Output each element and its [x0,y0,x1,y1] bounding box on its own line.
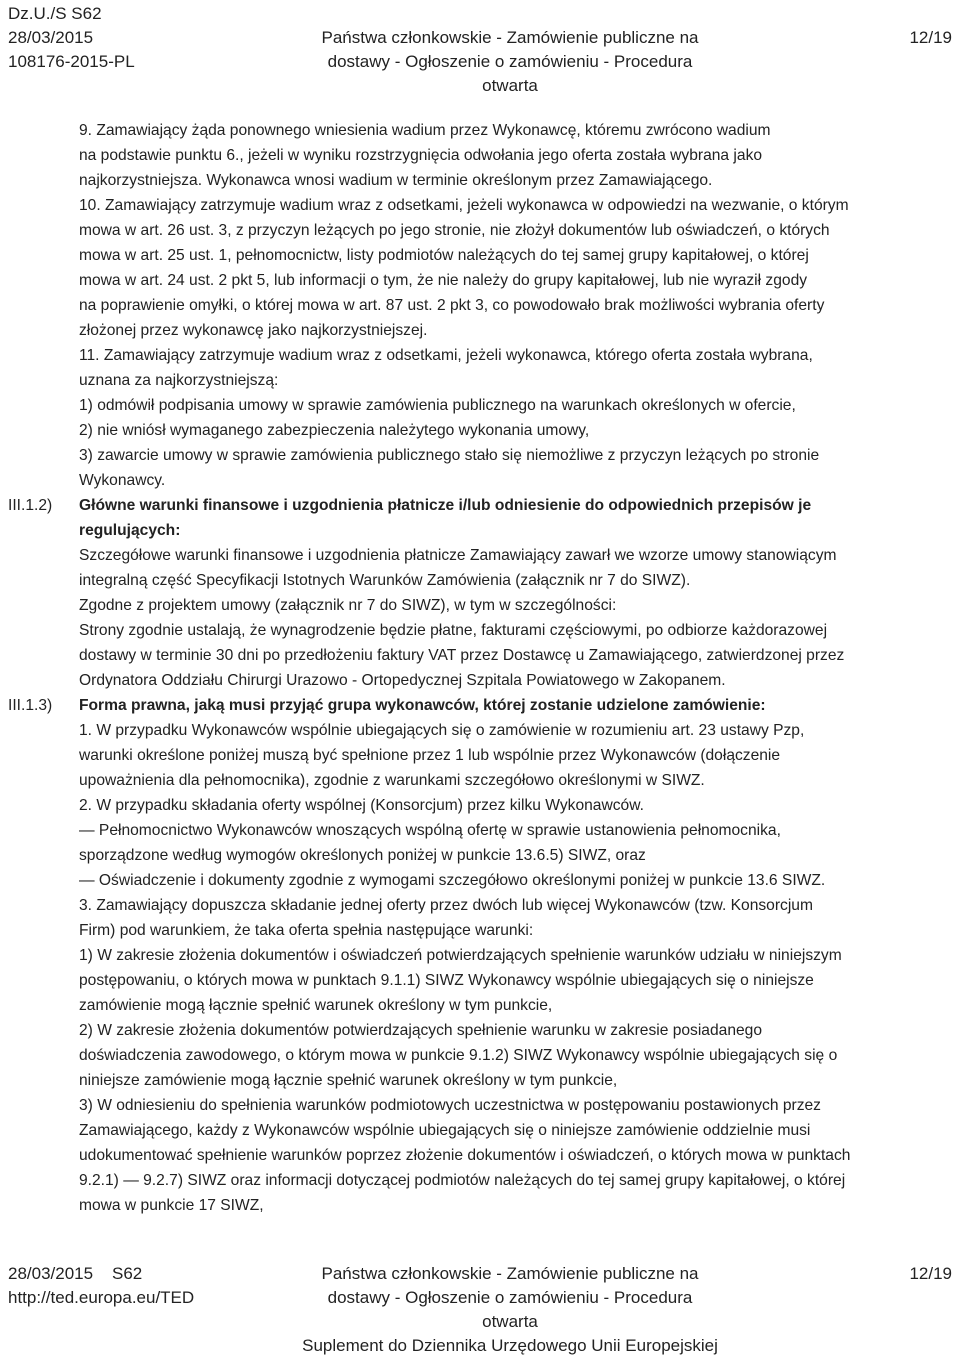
footer-title-line-2: dostawy - Ogłoszenie o zamówieniu - Procedura otwarta [327,1288,693,1331]
footer-page-number: 12/19 [909,1264,952,1283]
paragraph-text: 10. Zamawiający zatrzymuje wadium wraz z odsetkami, jeżeli wykonawca w odpowiedzi na wezwanie, o którym [79,197,849,214]
footer-date: 28/03/2015 S62 [8,1264,143,1283]
text-line [0,618,960,643]
paragraph-text: mowa w art. 26 ust. 3, z przyczyn leżących po jego stronie, nie złożył dokumentów lub oświadczeń, o których [79,222,830,239]
text-line [0,568,960,593]
section-heading: Główne warunki finansowe i uzgodnienia płatnicze i/lub odniesienie do odpowiednich przepisów je [79,497,812,514]
paragraph-text: Zamawiającego, każdy z Wykonawców wspólnie ubiegających się o niniejsze zamówienie oddzielnie musi [79,1122,811,1139]
paragraph-text: Zgodne z projektem umowy (załącznik nr 7 do SIWZ), w tym w szczególności: [79,597,617,614]
header-page-number: 12/19 [909,28,952,47]
text-line [0,1193,960,1218]
section-label: III.1.2) [8,497,53,514]
paragraph-text: niniejsze zamówienie mogą łącznie spełnić warunek określony w tym punkcie, [79,1072,618,1089]
paragraph-text: mowa w punkcie 17 SIWZ, [79,1197,264,1214]
text-line [0,393,960,418]
paragraph-text: uznana za najkorzystniejszą: [79,372,279,389]
paragraph-text: na poprawienie omyłki, o której mowa w art. 87 ust. 2 pkt 3, co powodowało brak możliwości wybrania oferty [79,297,825,314]
header-date: 28/03/2015 [8,28,94,47]
text-line [0,843,960,868]
text-line [0,993,960,1018]
text-line [0,1093,960,1118]
paragraph-text: 11. Zamawiający zatrzymuje wadium wraz z odsetkami, jeżeli wykonawca, którego oferta została wybrana, [79,347,813,364]
paragraph-text: 2) nie wniósł wymaganego zabezpieczenia należytego wykonania umowy, [79,422,590,439]
text-line [0,343,960,368]
text-line [0,268,960,293]
paragraph-text: zamówienie mogą łącznie spełnić warunek określony w tym punkcie, [79,997,553,1014]
journal-ref: Dz.U./S S62 [8,4,102,23]
text-line [0,368,960,393]
text-line [0,143,960,168]
text-line [0,743,960,768]
text-line [0,1018,960,1043]
paragraph-text: 9.2.1) — 9.2.7) SIWZ oraz informacji dotyczącej podmiotów należących do tej samej grupy kapitałowej, o której [79,1172,846,1189]
text-line [0,818,960,843]
paragraph-text: 9. Zamawiający żąda ponownego wniesienia wadium przez Wykonawcę, któremu zwrócono wadium [79,122,771,139]
paragraph-text: 1) W zakresie złożenia dokumentów i oświadczeń potwierdzających spełnienie warunków udziału w niniejszym [79,947,842,964]
text-line [0,443,960,468]
paragraph-text: mowa w art. 25 ust. 1, pełnomocnictw, listy podmiotów należących do tej samej grupy kapitałowej, o której [79,247,809,264]
paragraph-text: Wykonawcy. [79,472,166,489]
text-line [0,893,960,918]
text-line [0,493,960,518]
paragraph-text: 3. Zamawiający dopuszcza składanie jednej oferty przez dwóch lub więcej Wykonawców (tzw. Konsorcjum [79,897,813,914]
text-line [0,793,960,818]
text-line [0,768,960,793]
text-line [0,243,960,268]
paragraph-text: warunki określone poniżej muszą być spełnione przez 1 lub wspólnie przez Wykonawców (dołączenie [79,747,781,764]
document-body [0,118,960,1218]
footer-title-line-1: Państwa członkowskie - Zamówienie publiczne na [321,1264,699,1283]
paragraph-text: integralną część Specyfikacji Istotnych Warunków Zamówienia (załącznik nr 7 do SIWZ). [79,572,691,589]
text-line [0,1043,960,1068]
text-line [0,318,960,343]
text-line [0,543,960,568]
footer-center [300,1262,720,1358]
header-title-line-2: dostawy - Ogłoszenie o zamówieniu - Procedura otwarta [327,52,693,95]
paragraph-text: dostawy w terminie 30 dni po przedłożeniu faktury VAT przez Dostawcę u Zamawiającego, zatwierdzonej przez [79,647,845,664]
text-line [0,193,960,218]
header-title-line-1: Państwa członkowskie - Zamówienie publiczne na [321,28,699,47]
paragraph-text: 1. W przypadku Wykonawców wspólnie ubiegających się o zamówienie w rozumieniu art. 23 ustawy Pzp, [79,722,805,739]
text-line [0,943,960,968]
text-line [0,118,960,143]
text-line [0,1068,960,1093]
paragraph-text: — Pełnomocnictwo Wykonawców wnoszących wspólną ofertę w sprawie ustanowienia pełnomocnika, [79,822,781,839]
text-line [0,668,960,693]
paragraph-text: Strony zgodnie ustalają, że wynagrodzenie będzie płatne, fakturami częściowymi, po odbiorze każdorazowej [79,622,828,639]
paragraph-text: na podstawie punktu 6., jeżeli w wyniku rozstrzygnięcia odwołania jego oferta została wybrana jako [79,147,763,164]
paragraph-text: 1) odmówił podpisania umowy w sprawie zamówienia publicznego na warunkach określonych w ofercie, [79,397,796,414]
paragraph-text: postępowaniu, o których mowa w punktach 9.1.1) SIWZ Wykonawcy wspólnie ubiegających się o niniejsze [79,972,814,989]
paragraph-text: udokumentować spełnienie warunków poprzez złożenie dokumentów i oświadczeń, o których mowa w punktach [79,1147,851,1164]
text-line [0,518,960,543]
header-center [300,26,720,98]
paragraph-text: mowa w art. 24 ust. 2 pkt 5, lub informacji o tym, że nie należy do grupy kapitałowej, lub nie wyraził zgody [79,272,808,289]
text-line [0,293,960,318]
text-line [0,693,960,718]
paragraph-text: 3) zawarcie umowy w sprawie zamówienia publicznego stało się niemożliwe z przyczyn leżących po stronie [79,447,820,464]
paragraph-text: złożonej przez wykonawcę jako najkorzystniejszej. [79,322,428,339]
footer-url: http://ted.europa.eu/TED [8,1288,195,1307]
footer-supplement: Suplement do Dziennika Urzędowego Unii Europejskiej [302,1336,718,1355]
paragraph-text: 2. W przypadku składania oferty wspólnej (Konsorcjum) przez kilku Wykonawców. [79,797,644,814]
text-line [0,168,960,193]
footer-left [8,1262,194,1310]
paragraph-text: — Oświadczenie i dokumenty zgodnie z wymogami szczegółowo określonymi poniżej w punkcie 13.6 SIWZ. [79,872,826,889]
text-line [0,593,960,618]
text-line [0,1168,960,1193]
paragraph-text: sporządzone według wymogów określonych poniżej w punkcie 13.6.5) SIWZ, oraz [79,847,646,864]
text-line [0,918,960,943]
section-heading: regulujących: [79,522,181,539]
paragraph-text: Firm) pod warunkiem, że taka oferta spełnia następujące warunki: [79,922,534,939]
text-line [0,218,960,243]
paragraph-text: upoważnienia dla pełnomocnika), zgodnie z warunkami szczegółowo określonymi w SIWZ. [79,772,705,789]
text-line [0,868,960,893]
paragraph-text: 2) W zakresie złożenia dokumentów potwierdzających spełnienie warunku w zakresie posiadanego [79,1022,763,1039]
document-number: 108176-2015-PL [8,52,135,71]
paragraph-text: najkorzystniejsza. Wykonawca wnosi wadium w terminie określonym przez Zamawiającego. [79,172,713,189]
text-line [0,418,960,443]
paragraph-text: Szczegółowe warunki finansowe i uzgodnienia płatnicze Zamawiający zawarł we wzorze umowy stanowiącym [79,547,837,564]
paragraph-text: Ordynatora Oddziału Chirurgi Urazowo - Ortopedycznej Szpitala Powiatowego w Zakopanem. [79,672,726,689]
text-line [0,968,960,993]
paragraph-text: doświadczenia zawodowego, o którym mowa w punkcie 9.1.2) SIWZ Wykonawcy wspólnie ubiegających się o [79,1047,838,1064]
page-header [0,0,960,95]
paragraph-text: 3) W odniesieniu do spełnienia warunków podmiotowych uczestnictwa w postępowaniu postawionych przez [79,1097,821,1114]
section-heading: Forma prawna, jaką musi przyjąć grupa wykonawców, której zostanie udzielone zamówienie: [79,697,766,714]
text-line [0,1118,960,1143]
text-line [0,1143,960,1168]
section-label: III.1.3) [8,697,53,714]
text-line [0,468,960,493]
text-line [0,718,960,743]
page-footer [0,1262,960,1355]
header-left [8,2,135,74]
text-line [0,643,960,668]
